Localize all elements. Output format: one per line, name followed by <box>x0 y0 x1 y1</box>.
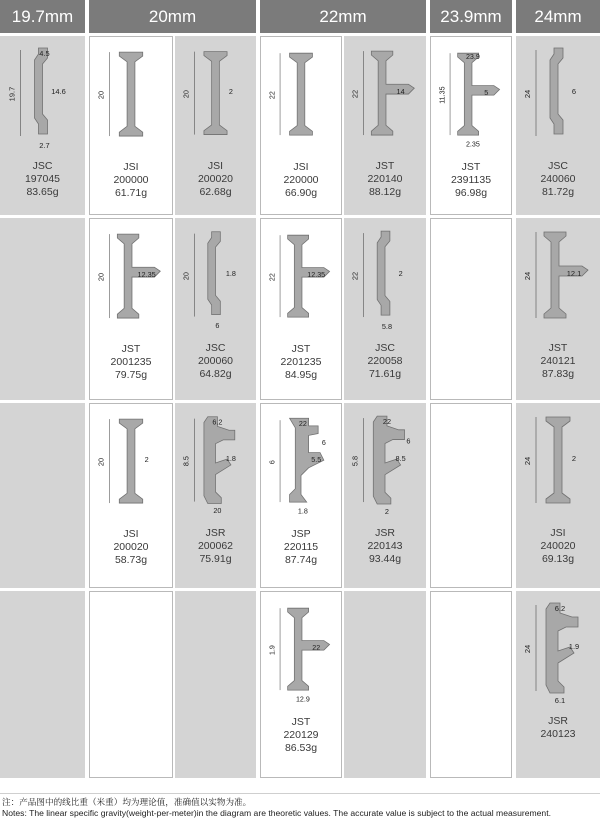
profile-type: JST <box>375 160 395 172</box>
profile-shape <box>204 52 227 135</box>
profile-drawing <box>261 592 341 712</box>
profile-weight: 93.44g <box>368 553 402 565</box>
profile-cell <box>260 36 342 215</box>
dimension-label: 24 <box>523 89 532 99</box>
notes-english: Notes: The linear specific gravity(weight-per-meter)in the diagram are theoretic values. The accurate value is subject to the actual measurement. <box>2 808 551 818</box>
dimension-label: 19.7 <box>7 86 17 102</box>
profile-drawing <box>261 404 341 524</box>
profile-code: 240060 <box>540 173 576 185</box>
profile-drawing <box>516 36 600 156</box>
profile-weight: 69.13g <box>541 553 575 565</box>
profile-type: JST <box>121 343 141 355</box>
profile-code: 200062 <box>197 540 234 552</box>
profile-code: 220058 <box>367 355 403 367</box>
empty-cell <box>344 591 426 778</box>
profile-cell <box>89 218 173 400</box>
profile-drawing <box>90 219 172 339</box>
dimension-label: 6 <box>215 321 220 331</box>
profile-drawing <box>175 36 256 156</box>
dimension-label: 12.35 <box>137 270 156 280</box>
profile-code: 220000 <box>283 174 319 186</box>
dimension-label: 1.9 <box>568 642 580 651</box>
profile-cell <box>516 591 600 778</box>
dimension-label: 2 <box>398 269 403 279</box>
notes-divider <box>0 793 600 794</box>
profile-shape <box>119 419 142 503</box>
dimension-label: 6 <box>321 438 326 447</box>
dimension-label: 12.1 <box>566 269 582 278</box>
dimension-label: 1.8 <box>225 454 236 464</box>
profile-cell <box>89 36 173 215</box>
profile-shape <box>288 608 330 690</box>
dimension-label: 20 <box>181 272 191 281</box>
dimension-label: 8.5 <box>181 456 191 467</box>
profile-weight: 62.68g <box>199 186 232 198</box>
profile-weight: 66.90g <box>284 187 318 199</box>
profile-type: JST <box>461 161 481 173</box>
empty-cell <box>430 591 512 778</box>
profile-weight: 84.95g <box>284 369 318 381</box>
dimension-label: 2 <box>144 455 149 465</box>
profile-shape <box>458 53 500 135</box>
dimension-label: 2 <box>571 454 577 463</box>
dimension-label: 12.35 <box>307 271 326 280</box>
dimension-label: 22 <box>382 416 392 426</box>
profile-drawing <box>516 218 600 338</box>
profile-code: 197045 <box>24 173 61 185</box>
dimension-label: 1.8 <box>297 507 308 516</box>
dimension-label: 22 <box>350 271 360 281</box>
profile-code: 220140 <box>367 173 403 185</box>
dimension-label: 6.2 <box>212 417 223 427</box>
empty-cell <box>0 403 85 588</box>
profile-code: 220143 <box>367 540 403 552</box>
profile-drawing <box>344 403 426 523</box>
profile-cell <box>430 36 512 215</box>
profile-type: JSP <box>291 528 311 540</box>
profile-code: 200020 <box>197 173 234 185</box>
profile-weight: 79.75g <box>114 369 148 381</box>
profile-weight: 88.12g <box>368 186 402 198</box>
profile-cell <box>0 36 85 215</box>
notes-chinese: 注：产品图中的线比重（米重）均为理论值，准确值以实物为准。 <box>2 797 252 807</box>
empty-cell <box>175 591 256 778</box>
dimension-label: 6 <box>571 87 577 96</box>
profile-shape <box>546 417 570 503</box>
dimension-label: 22 <box>312 644 321 653</box>
profile-code: 240020 <box>540 540 576 552</box>
dimension-label: 24 <box>523 644 532 654</box>
profile-code: 2001235 <box>110 356 152 368</box>
profile-code: 220129 <box>283 729 319 741</box>
dimension-label: 14.6 <box>51 87 66 96</box>
header-20mm: 20mm <box>89 0 256 33</box>
profile-weight: 81.72g <box>541 186 575 198</box>
empty-cell <box>0 218 85 400</box>
profile-code: 240121 <box>540 355 576 367</box>
profile-cell <box>344 36 426 215</box>
dimension-label: 2.7 <box>39 141 50 150</box>
dimension-label: 11.35 <box>438 86 447 104</box>
profile-type: JSC <box>205 342 226 354</box>
profile-drawing <box>90 37 172 157</box>
profile-drawing <box>0 36 85 156</box>
empty-cell <box>430 403 512 588</box>
profile-cell <box>175 403 256 588</box>
header-23-9mm: 23.9mm <box>430 0 512 33</box>
profile-type: JSR <box>205 527 226 539</box>
profile-weight: 87.83g <box>541 368 575 380</box>
profile-cell <box>260 591 342 778</box>
profile-cell <box>516 36 600 215</box>
dimension-label: 22 <box>268 273 277 282</box>
profile-code: 200000 <box>113 174 149 186</box>
profile-drawing <box>175 218 256 338</box>
profile-weight: 75.91g <box>199 553 232 565</box>
profile-weight: 71.61g <box>368 368 402 380</box>
profile-type: JSI <box>550 527 566 539</box>
dimension-label: 24 <box>523 456 532 466</box>
profile-type: JSR <box>375 527 395 539</box>
profile-drawing <box>90 404 172 524</box>
profile-cell <box>516 218 600 400</box>
profile-cell <box>260 218 342 400</box>
dimension-label: 24 <box>523 271 532 281</box>
dimension-label: 2 <box>228 87 233 97</box>
profile-type: JSC <box>375 342 395 354</box>
profile-cell <box>175 218 256 400</box>
dimension-label: 6.1 <box>554 696 566 705</box>
profile-weight: 86.53g <box>284 742 318 754</box>
dimension-label: 2 <box>384 506 389 516</box>
dimension-label: 5.8 <box>350 455 360 467</box>
profile-drawing <box>344 36 426 156</box>
dimension-label: 12.9 <box>295 695 310 704</box>
profile-drawing <box>175 403 256 523</box>
profile-weight: 58.73g <box>114 554 148 566</box>
profile-type: JSC <box>548 160 568 172</box>
dimension-label: 22 <box>268 91 277 100</box>
profile-type: JSI <box>207 160 224 172</box>
profile-cell <box>175 36 256 215</box>
empty-cell <box>0 591 85 778</box>
dimension-label: 5.8 <box>381 321 393 331</box>
profile-cell <box>344 403 426 588</box>
header-19-7mm: 19.7mm <box>0 0 85 33</box>
profile-cell <box>89 403 173 588</box>
header-22mm: 22mm <box>260 0 426 33</box>
profile-cell <box>344 218 426 400</box>
profile-drawing <box>261 219 341 339</box>
profile-type: JST <box>291 716 311 728</box>
dimension-label: 20 <box>213 506 222 516</box>
dimension-label: 5 <box>484 89 489 98</box>
dimension-label: 20 <box>96 272 106 282</box>
profile-weight: 87.74g <box>284 554 318 566</box>
profile-code: 2201235 <box>280 356 322 368</box>
notes <box>2 797 551 819</box>
profile-shape <box>290 53 313 135</box>
profile-code: 2391135 <box>450 174 492 186</box>
profile-type: JST <box>548 342 568 354</box>
dimension-label: 6 <box>406 436 411 446</box>
empty-cell <box>89 591 173 778</box>
dimension-label: 8.5 <box>395 454 406 464</box>
profile-code: 220115 <box>283 541 319 553</box>
profile-type: JSI <box>123 528 139 540</box>
profile-code: 240123 <box>540 728 576 740</box>
profile-shape <box>550 48 563 134</box>
header-24mm: 24mm <box>516 0 600 33</box>
profile-shape <box>208 232 221 315</box>
profile-type: JSI <box>123 161 139 173</box>
profile-weight: 61.71g <box>114 187 148 199</box>
dimension-label: 22 <box>298 419 307 428</box>
profile-code: 200060 <box>197 355 234 367</box>
dimension-label: 5.5 <box>311 456 322 465</box>
dimension-label: 20 <box>96 90 106 100</box>
profile-cell <box>260 403 342 588</box>
dimension-label: 4.5 <box>39 49 50 58</box>
dimension-label: 20 <box>181 90 191 99</box>
profile-type: JSR <box>548 715 568 727</box>
profile-drawing <box>344 218 426 338</box>
profile-weight: 96.98g <box>454 187 488 199</box>
dimension-label: 6.2 <box>554 604 566 613</box>
profile-type: JSI <box>293 161 309 173</box>
profile-type: JSC <box>32 160 53 172</box>
dimension-label: 20 <box>96 457 106 467</box>
dimension-label: 14 <box>396 87 405 97</box>
profile-shape <box>371 51 414 135</box>
empty-cell <box>430 218 512 400</box>
profile-shape <box>119 52 142 136</box>
dimension-label: 23.9 <box>465 52 480 61</box>
dimension-label: 1.9 <box>268 645 277 656</box>
profile-shape <box>377 231 390 315</box>
profile-drawing <box>261 37 341 157</box>
profile-weight: 64.82g <box>199 368 232 380</box>
dimension-label: 2.35 <box>465 140 480 149</box>
profile-drawing <box>516 403 600 523</box>
dimension-label: 1.8 <box>225 269 236 279</box>
profile-drawing <box>431 37 511 157</box>
profile-shape <box>35 48 48 134</box>
dimension-label: 22 <box>350 89 360 99</box>
profile-type: JST <box>291 343 311 355</box>
profile-weight: 83.65g <box>26 186 59 198</box>
profile-drawing <box>516 591 600 711</box>
profile-code: 200020 <box>113 541 149 553</box>
dimension-label: 6 <box>268 460 277 465</box>
profile-cell <box>516 403 600 588</box>
